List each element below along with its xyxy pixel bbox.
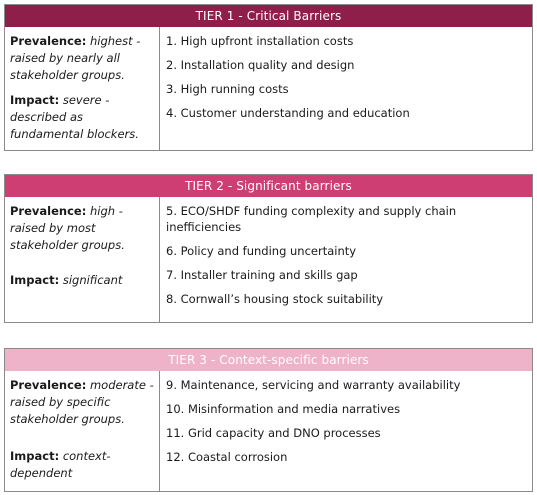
tier-3-impact [10,448,155,482]
tier-3-table [4,348,533,492]
barrier-item: 5. ECO/SHDF funding complexity and supply chain inefficiencies [166,204,457,234]
tier-3-barriers [160,371,532,491]
barrier-item: 10. Misinformation and media narratives [166,402,401,416]
barrier-item: 2. Installation quality and design [166,58,355,72]
impact-label: Impact: [10,449,60,463]
barrier-item: 8. Cornwall’s housing stock suitability [166,292,384,306]
tier-2-prevalence [10,203,155,254]
barrier-item: 7. Installer training and skills gap [166,268,358,282]
tier-1-barriers [160,27,532,150]
tier-2-barriers [160,197,532,322]
barrier-list [166,377,526,465]
tier-1-impact [10,92,155,143]
barrier-list [166,203,526,307]
barrier-item: 1. High upfront installation costs [166,34,354,48]
tier-2-table [4,174,533,323]
barrier-list [166,33,526,121]
impact-label: Impact: [10,93,60,107]
impact-text: context-dependent [10,449,111,480]
tier-2-header: TIER 2 - Significant barriers [5,175,532,197]
tier-1-header: TIER 1 - Critical Barriers [5,5,532,27]
impact-text: significant [62,273,123,287]
barrier-item: 4. Customer understanding and education [166,106,410,120]
prevalence-text: moderate - raised by specific stakeholder groups. [10,378,154,426]
tier-2-impact [10,272,155,289]
impact-label: Impact: [10,273,60,287]
impact-text: severe - described as fundamental blockers. [10,93,139,141]
tier-1-body [5,27,532,150]
tier-3-body [5,371,532,491]
barrier-item: 9. Maintenance, servicing and warranty availability [166,378,461,392]
tier-2-summary [5,197,160,322]
barrier-item: 12. Coastal corrosion [166,450,288,464]
barrier-item: 3. High running costs [166,82,289,96]
tier-3-header: TIER 3 - Context-specific barriers [5,349,532,371]
tier-1-summary [5,27,160,150]
prevalence-label: Prevalence: [10,34,87,48]
tier-3-prevalence [10,377,155,428]
tier-3-summary [5,371,160,491]
barrier-item: 11. Grid capacity and DNO processes [166,426,381,440]
tier-1-prevalence [10,33,155,84]
prevalence-label: Prevalence: [10,204,87,218]
prevalence-text: high - raised by most stakeholder groups. [10,204,125,252]
prevalence-label: Prevalence: [10,378,87,392]
tier-2-body [5,197,532,322]
prevalence-text: highest - raised by nearly all stakeholder groups. [10,34,141,82]
tier-1-table [4,4,533,151]
barrier-item: 6. Policy and funding uncertainty [166,244,357,258]
